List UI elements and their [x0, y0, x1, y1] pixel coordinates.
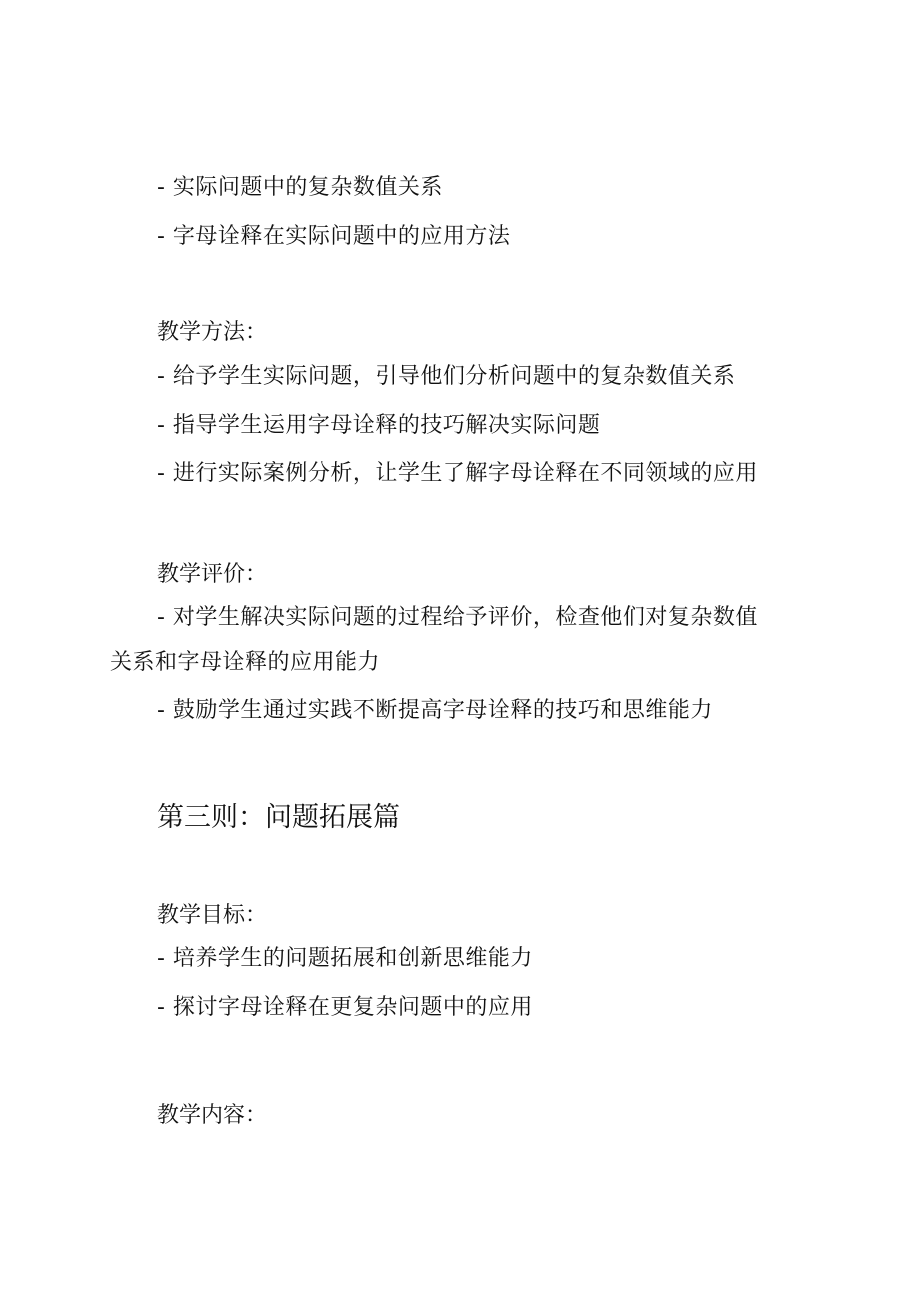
list-item: - 培养学生的问题拓展和创新思维能力: [157, 946, 533, 971]
section-heading-evaluation: 教学评价：: [157, 562, 268, 587]
list-item: - 实际问题中的复杂数值关系: [157, 175, 443, 200]
section-heading-methods: 教学方法：: [157, 320, 268, 345]
list-item: - 探讨字母诠释在更复杂问题中的应用: [157, 995, 533, 1020]
section-title: 第三则：问题拓展篇: [157, 802, 400, 833]
section-heading-content: 教学内容：: [157, 1103, 268, 1128]
list-item: - 指导学生运用字母诠释的技巧解决实际问题: [157, 413, 601, 438]
list-item: - 对学生解决实际问题的过程给予评价，检查他们对复杂数值: [157, 605, 758, 630]
list-item: - 字母诠释在实际问题中的应用方法: [157, 224, 511, 249]
list-item-continuation: 关系和字母诠释的应用能力: [110, 650, 381, 675]
list-item: - 进行实际案例分析，让学生了解字母诠释在不同领域的应用: [157, 461, 758, 486]
section-heading-objectives: 教学目标：: [157, 903, 268, 928]
list-item: - 给予学生实际问题，引导他们分析问题中的复杂数值关系: [157, 364, 736, 389]
list-item: - 鼓励学生通过实践不断提高字母诠释的技巧和思维能力: [157, 698, 713, 723]
